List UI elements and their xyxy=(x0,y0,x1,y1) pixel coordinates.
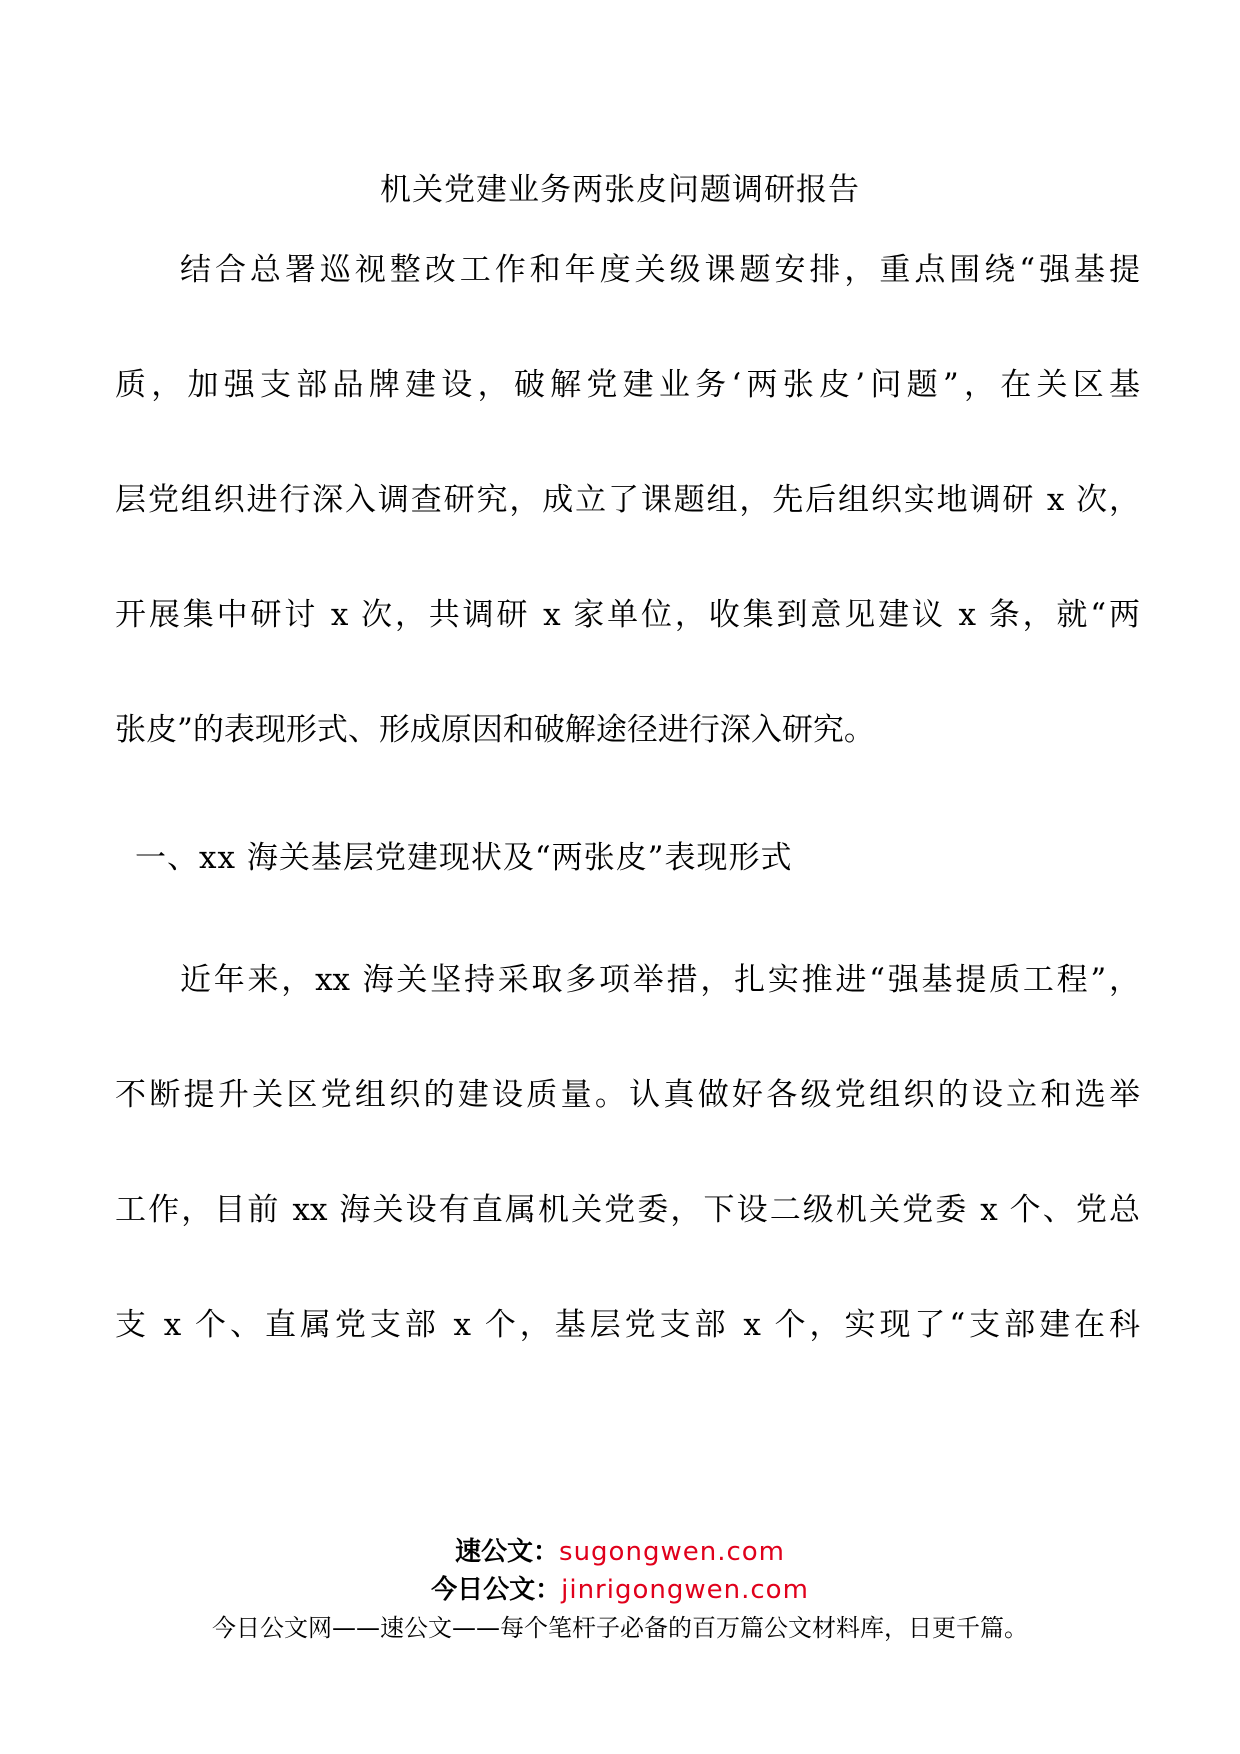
paragraph-1-line-5: 张皮”的表现形式、形成原因和破解途径进行深入研究。 xyxy=(115,712,875,748)
paragraph-2-line-2: 不断提升关区党组织的建设质量。认真做好各级党组织的设立和选举 xyxy=(115,1077,1140,1113)
footer-sugongwen-label: 速公文： xyxy=(455,1537,560,1567)
footer-slogan: 今日公文网——速公文——每个笔杆子必备的百万篇公文材料库，日更千篇。 xyxy=(212,1614,1028,1642)
paragraph-1-line-4: 开展集中研讨 x 次，共调研 x 家单位，收集到意见建议 x 条，就“两 xyxy=(115,597,1140,633)
footer-sugongwen-link[interactable]: sugongwen.com xyxy=(559,1537,785,1567)
paragraph-1-line-3: 层党组织进行深入调查研究，成立了课题组，先后组织实地调研 x 次， xyxy=(115,482,1140,518)
paragraph-1-line-1: 结合总署巡视整改工作和年度关级课题安排，重点围绕“强基提 xyxy=(180,252,1140,288)
footer-jinrigongwen-link[interactable]: jinrigongwen.com xyxy=(561,1575,809,1605)
section-1-heading: 一、xx 海关基层党建现状及“两张皮”表现形式 xyxy=(135,840,793,876)
footer-sugongwen xyxy=(0,1536,1240,1568)
footer-jinrigongwen-label: 今日公文： xyxy=(431,1575,562,1605)
paragraph-1-line-2: 质，加强支部品牌建设，破解党建业务‘两张皮’问题”，在关区基 xyxy=(115,367,1140,403)
footer-jinrigongwen xyxy=(0,1574,1240,1606)
paragraph-2-line-1: 近年来，xx 海关坚持采取多项举措，扎实推进“强基提质工程”， xyxy=(180,962,1140,998)
document-title: 机关党建业务两张皮问题调研报告 xyxy=(380,172,860,208)
paragraph-2-line-3: 工作，目前 xx 海关设有直属机关党委，下设二级机关党委 x 个、党总 xyxy=(115,1192,1140,1228)
paragraph-2-line-4: 支 x 个、直属党支部 x 个，基层党支部 x 个，实现了“支部建在科 xyxy=(115,1307,1140,1343)
